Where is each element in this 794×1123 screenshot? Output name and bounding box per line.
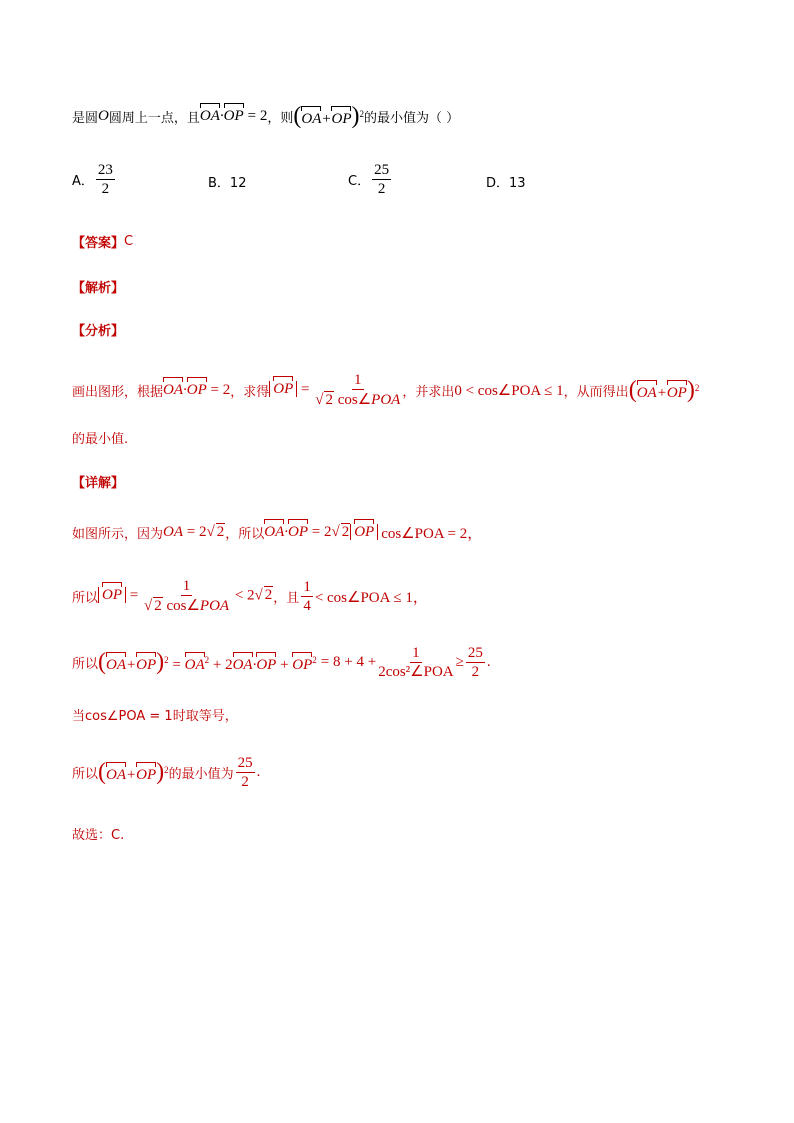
final-fraction: $\frac{25}{2}$ xyxy=(237,754,253,790)
final-sum-squared: $(OA+OP)^2$ xyxy=(98,759,169,785)
option-c: C． $\frac{25}{2}$ xyxy=(348,162,390,197)
detail-line-1: 如图所示，因为 OA = 2√ 2 ，所以 OA·OP = 2√ 2 OP cos∠POA = 2， xyxy=(72,524,483,542)
xiangjie-heading: 【详解】 xyxy=(72,476,125,491)
detail-line-3: 所以 $(OA+OP)^2 = OA^2 + 2OA\cdot OP + OP^2$ = 8 + 4 + $\frac{1}{\text{2cos²∠POA}}$ ≥ $\frac{25}{2}$ . xyxy=(72,644,491,680)
circle-symbol: O xyxy=(98,107,109,124)
condition-value: = 2 xyxy=(247,107,268,124)
question-mid: 圆周上一点，且 xyxy=(108,110,200,126)
detail-dot-expansion: OA·OP = 2√ 2 OP xyxy=(264,523,378,541)
answer-line xyxy=(72,232,133,251)
option-a-fraction: $\frac{23}{2}$ xyxy=(97,162,113,197)
detail-line-2: 所以 OP = $\frac{1}{\text{√ 2 cos∠POA}}$ < 2√ 2 ，且 $\frac{1}{4}$ < cos∠POA ≤ 1， xyxy=(72,578,428,614)
fenxi-sum-squared: $(OA+OP)^2$ xyxy=(628,377,700,403)
fenxi-inequality: 0 < cos∠POA ≤ 1 xyxy=(454,382,564,399)
detail-line-6: 故选：C. xyxy=(72,828,125,843)
detail-cos-fraction: $\frac{1}{\text{2cos²∠POA}}$ xyxy=(378,644,454,680)
option-c-fraction: $\frac{25}{2}$ xyxy=(374,162,390,197)
detail-expansion: $(OA+OP)^2 = OA^2 + 2OA\cdot OP + OP^2$ xyxy=(98,649,317,675)
fenxi-line-2: 的最小值. xyxy=(72,432,129,447)
jiexi-heading: 【解析】 xyxy=(72,281,125,296)
sum-squared-expr: $(OA+OP)^2$ xyxy=(293,103,364,129)
option-d: D．13 xyxy=(486,176,526,191)
question-prefix: 是圆 xyxy=(72,110,99,126)
detail-line-4: 当cos∠POA = 1时取等号， xyxy=(72,709,238,724)
question-comma: ，则 xyxy=(267,110,294,126)
question-tail: 的最小值为（ ） xyxy=(363,110,460,126)
fenxi-op-formula: OP = $\frac{1}{\text{√ 2 cos∠POA}}$ xyxy=(269,372,402,408)
answer-label: 【答案】 xyxy=(72,236,125,251)
detail-result-fraction: $\frac{25}{2}$ xyxy=(467,644,483,680)
question-line xyxy=(72,98,459,134)
dot-product-expr: OA·OP xyxy=(199,107,244,124)
option-b: B．12 xyxy=(208,176,247,191)
option-a: A． $\frac{23}{2}$ xyxy=(72,162,113,197)
answer-value: C xyxy=(124,234,134,249)
oa-length: OA = 2√ 2 xyxy=(163,524,225,540)
fenxi-heading: 【分析】 xyxy=(72,324,125,339)
fenxi-line: 画出图形，根据 OA·OP = 2 ，求得 OP = $\frac{1}{\text{√ 2 cos∠POA}}$ ，并求出 0 < cos∠POA ≤ 1 ，从而得出 $(OA+OP)^2$ xyxy=(72,372,700,408)
quarter-fraction: $\frac{1}{4}$ xyxy=(303,578,311,614)
fenxi-dot-product: OA·OP = 2 xyxy=(163,381,231,398)
detail-op-bound: OP = $\frac{1}{\text{√ 2 cos∠POA}}$ < 2√ 2 xyxy=(98,578,273,614)
detail-line-5: 所以 $(OA+OP)^2$ 的最小值为 $\frac{25}{2}$ . xyxy=(72,754,261,790)
